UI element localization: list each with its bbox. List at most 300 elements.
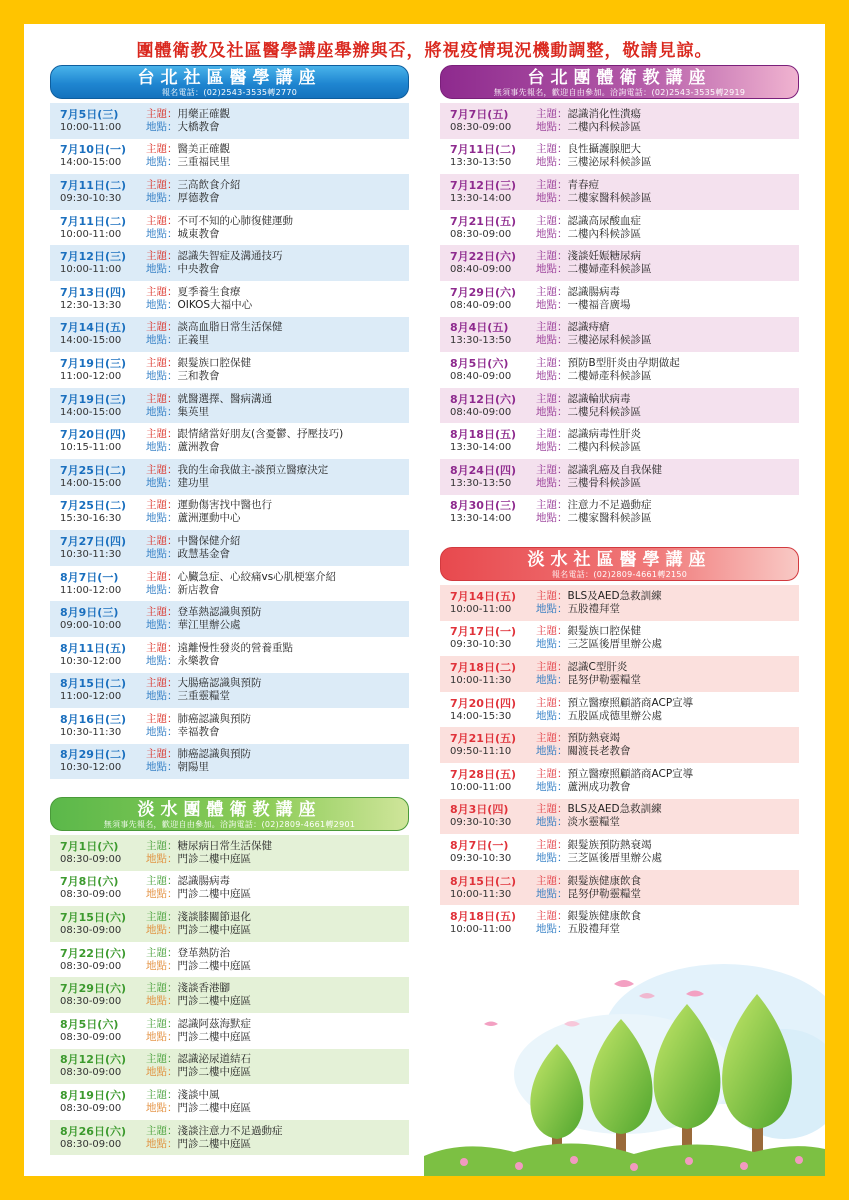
lecture-place: 門診二樓中庭區: [177, 1137, 251, 1150]
lecture-date: 7月21日(五): [450, 732, 517, 746]
lecture-place-line: [146, 924, 409, 937]
lecture-time: 08:40-09:00: [450, 370, 512, 382]
place-label: 地點：: [146, 298, 178, 311]
lecture-place: 關渡長老教會: [567, 745, 631, 758]
lecture-topic-line: [146, 108, 409, 121]
lecture-place: 門診二樓中庭區: [177, 1030, 251, 1043]
lecture-place: 二樓兒科候診區: [567, 405, 641, 418]
topic-label: 主題：: [146, 250, 178, 263]
petal-shape: [484, 1022, 498, 1027]
lecture-time: 08:30-09:00: [60, 924, 122, 936]
place-label: 地點：: [146, 547, 178, 560]
lecture-datetime: [440, 499, 536, 525]
lecture-datetime: [50, 677, 146, 703]
lecture-time: 08:40-09:00: [450, 264, 512, 276]
lecture-topic: 用藥正確觀: [177, 107, 230, 120]
lecture-place-line: [146, 512, 409, 525]
lecture-date: 8月26日(六): [60, 1124, 127, 1138]
lecture-topic: 銀髮族口腔保健: [567, 625, 641, 638]
lecture-place: 五股區成德里辦公處: [567, 709, 662, 722]
place-label: 地點：: [536, 923, 568, 936]
lecture-topic-line: [146, 713, 409, 726]
lecture-topic-line: [146, 606, 409, 619]
lecture-info: [146, 840, 409, 866]
lecture-topic-line: [536, 875, 799, 888]
lecture-date: 7月19日(三): [60, 392, 127, 406]
lecture-topic-line: [146, 464, 409, 477]
lecture-row: [440, 423, 799, 459]
topic-label: 主題：: [536, 107, 568, 120]
lecture-place: 政慧基金會: [177, 547, 230, 560]
lecture-place: 門診二樓中庭區: [177, 959, 251, 972]
lecture-topic-line: [146, 1125, 409, 1138]
lecture-date: 8月30日(三): [450, 499, 517, 513]
lecture-topic-line: [146, 286, 409, 299]
lecture-place-line: [536, 477, 799, 490]
lecture-time: 13:30-13:50: [450, 335, 512, 347]
lecture-place: 三重靈糧堂: [177, 690, 230, 703]
lecture-datetime: [50, 250, 146, 276]
topic-label: 主題：: [146, 839, 178, 852]
lecture-place-line: [146, 888, 409, 901]
lecture-topic-line: [146, 215, 409, 228]
place-label: 地點：: [146, 156, 178, 169]
lecture-place: 朝陽里: [177, 761, 209, 774]
lecture-row: [440, 317, 799, 353]
lecture-topic: 認識泌尿道結石: [177, 1053, 251, 1066]
lecture-row: [440, 495, 799, 531]
lecture-time: 09:30-10:30: [450, 639, 512, 651]
lecture-row: [50, 103, 409, 139]
lecture-row: [50, 423, 409, 459]
place-label: 地點：: [536, 780, 568, 793]
lecture-place: 門診二樓中庭區: [177, 852, 251, 865]
topic-label: 主題：: [146, 1053, 178, 1066]
lecture-topic: 認識失智症及溝通技巧: [177, 250, 283, 263]
lecture-row: [440, 621, 799, 657]
topic-label: 主題：: [146, 946, 178, 959]
lecture-time: 08:30-09:00: [60, 1031, 122, 1043]
lecture-time: 09:00-10:00: [60, 620, 122, 632]
lecture-topic-line: [146, 947, 409, 960]
lecture-time: 10:00-11:00: [60, 121, 122, 133]
lecture-place-line: [146, 263, 409, 276]
topic-label: 主題：: [146, 499, 178, 512]
lecture-place-line: [536, 121, 799, 134]
lecture-topic-line: [146, 911, 409, 924]
lecture-topic-line: [146, 357, 409, 370]
lecture-date: 7月14日(五): [60, 321, 127, 335]
place-label: 地點：: [536, 512, 568, 525]
section-banner: [50, 65, 409, 99]
lecture-row: [50, 906, 409, 942]
lecture-place-line: [536, 370, 799, 383]
lecture-info: [146, 947, 409, 973]
lecture-row: [440, 459, 799, 495]
lecture-topic-line: [146, 428, 409, 441]
section-title: 淡水團體衛教講座: [137, 800, 322, 820]
lecture-row: [50, 871, 409, 907]
lecture-date: 7月18日(二): [450, 660, 517, 674]
lecture-row: [440, 174, 799, 210]
lecture-datetime: [440, 625, 536, 651]
lecture-place-line: [146, 441, 409, 454]
lecture-place-line: [146, 192, 409, 205]
lecture-datetime: [50, 1053, 146, 1079]
lecture-time: 10:00-11:30: [450, 674, 512, 686]
lecture-date: 7月19日(三): [60, 356, 127, 370]
lecture-time: 08:30-09:00: [60, 853, 122, 865]
lecture-datetime: [50, 499, 146, 525]
lecture-info: [536, 428, 799, 454]
lecture-info: [536, 499, 799, 525]
lecture-place: 昆努伊勒靈糧堂: [567, 673, 641, 686]
lecture-datetime: [440, 215, 536, 241]
lecture-place-line: [536, 888, 799, 901]
topic-label: 主題：: [146, 1017, 178, 1030]
topic-label: 主題：: [536, 589, 568, 602]
lecture-row: [440, 834, 799, 870]
lecture-place-line: [146, 156, 409, 169]
lecture-place-line: [146, 1102, 409, 1115]
topic-label: 主題：: [146, 875, 178, 888]
lecture-date: 8月3日(四): [450, 803, 509, 817]
lecture-topic: 認識病毒性肝炎: [567, 428, 641, 441]
lecture-topic-line: [536, 803, 799, 816]
lecture-time: 08:40-09:00: [450, 406, 512, 418]
lecture-place: 門診二樓中庭區: [177, 1101, 251, 1114]
place-label: 地點：: [536, 441, 568, 454]
lecture-info: [536, 661, 799, 687]
lecture-info: [146, 535, 409, 561]
lecture-topic-line: [536, 661, 799, 674]
lecture-topic-line: [536, 590, 799, 603]
topic-label: 主題：: [146, 1088, 178, 1101]
lecture-date: 7月8日(六): [60, 875, 119, 889]
lecture-place-line: [146, 853, 409, 866]
lecture-datetime: [50, 840, 146, 866]
lecture-place-line: [536, 334, 799, 347]
topic-label: 主題：: [146, 392, 178, 405]
lecture-topic-line: [146, 748, 409, 761]
lecture-place-line: [146, 299, 409, 312]
place-label: 地點：: [146, 334, 178, 347]
lecture-datetime: [50, 357, 146, 383]
topic-label: 主題：: [536, 321, 568, 334]
lecture-time: 14:00-15:00: [60, 157, 122, 169]
topic-label: 主題：: [536, 428, 568, 441]
lecture-date: 7月28日(五): [450, 767, 517, 781]
lecture-datetime: [440, 732, 536, 758]
lecture-datetime: [440, 393, 536, 419]
place-label: 地點：: [536, 816, 568, 829]
lecture-date: 8月12日(六): [450, 392, 517, 406]
topic-label: 主題：: [536, 874, 568, 887]
lecture-place: 城東教會: [177, 227, 220, 240]
lecture-date: 8月15日(二): [450, 874, 517, 888]
topic-label: 主題：: [146, 1124, 178, 1137]
lecture-place: 正義里: [177, 334, 209, 347]
topic-label: 主題：: [536, 285, 568, 298]
lecture-topic: 登革熱防治: [177, 946, 230, 959]
lecture-date: 8月7日(一): [450, 838, 509, 852]
lecture-place: 門診二樓中庭區: [177, 923, 251, 936]
lecture-info: [146, 393, 409, 419]
lecture-topic-line: [536, 143, 799, 156]
lecture-date: 8月15日(二): [60, 677, 127, 691]
topic-label: 主題：: [146, 321, 178, 334]
topic-label: 主題：: [146, 214, 178, 227]
lecture-topic: 認識阿茲海默症: [177, 1017, 251, 1030]
lecture-datetime: [50, 1089, 146, 1115]
topic-label: 主題：: [146, 143, 178, 156]
lecture-place-line: [146, 619, 409, 632]
lecture-datetime: [440, 464, 536, 490]
lecture-info: [536, 839, 799, 865]
lecture-time: 10:15-11:00: [60, 442, 122, 454]
lecture-info: [146, 250, 409, 276]
lecture-place-line: [536, 745, 799, 758]
section-title: 台北團體衛教講座: [527, 68, 712, 88]
lecture-topic: 登革熱認識與預防: [177, 606, 262, 619]
place-label: 地點：: [536, 602, 568, 615]
lecture-topic: 不可不知的心肺復健運動: [177, 214, 293, 227]
place-label: 地點：: [146, 441, 178, 454]
lecture-row: [440, 103, 799, 139]
lecture-topic-line: [536, 625, 799, 638]
lecture-place: 一樓福音廣場: [567, 298, 631, 311]
section-subtitle: 無須事先報名，歡迎自由參加。洽詢電話：(02)2809-4661轉2901: [103, 820, 356, 829]
lecture-date: 8月24日(四): [450, 463, 517, 477]
lecture-datetime: [440, 321, 536, 347]
lecture-time: 08:40-09:00: [450, 299, 512, 311]
lecture-place: 永樂教會: [177, 654, 220, 667]
lecture-place: 中央教會: [177, 263, 220, 276]
lecture-topic-line: [536, 428, 799, 441]
lecture-row: [50, 210, 409, 246]
lecture-topic: 銀髮族健康飲食: [567, 874, 641, 887]
place-label: 地點：: [146, 761, 178, 774]
lecture-datetime: [440, 286, 536, 312]
lecture-row: [440, 281, 799, 317]
lecture-datetime: [50, 108, 146, 134]
place-label: 地點：: [536, 298, 568, 311]
lecture-datetime: [50, 535, 146, 561]
place-label: 地點：: [536, 638, 568, 651]
lecture-topic-line: [536, 108, 799, 121]
lecture-date: 8月4日(五): [450, 321, 509, 335]
place-label: 地點：: [536, 369, 568, 382]
topic-label: 主題：: [146, 356, 178, 369]
lecture-info: [146, 143, 409, 169]
lecture-date: 7月7日(五): [450, 107, 509, 121]
lecture-place-line: [536, 228, 799, 241]
lecture-date: 8月29日(二): [60, 748, 127, 762]
lecture-row: [50, 352, 409, 388]
topic-label: 主題：: [536, 625, 568, 638]
lecture-time: 15:30-16:30: [60, 513, 122, 525]
lecture-row: [50, 245, 409, 281]
lecture-info: [146, 215, 409, 241]
lecture-place: 大橋教會: [177, 120, 220, 133]
lecture-info: [536, 625, 799, 651]
lecture-place-line: [536, 638, 799, 651]
lecture-datetime: [50, 286, 146, 312]
topic-label: 主題：: [146, 712, 178, 725]
lecture-datetime: [440, 108, 536, 134]
lecture-place: 二樓家醫科候診區: [567, 512, 652, 525]
lecture-topic: 認識腸病毒: [567, 285, 620, 298]
lecture-list: [440, 103, 799, 530]
lecture-time: 14:00-15:00: [60, 335, 122, 347]
lecture-topic: 中醫保健介紹: [177, 534, 241, 547]
lecture-time: 08:30-09:00: [60, 1067, 122, 1079]
lecture-place-line: [536, 406, 799, 419]
lecture-time: 10:30-12:00: [60, 655, 122, 667]
lecture-row: [50, 1013, 409, 1049]
place-label: 地點：: [536, 334, 568, 347]
lecture-datetime: [440, 839, 536, 865]
topic-label: 主題：: [536, 838, 568, 851]
lecture-time: 14:00-15:30: [450, 710, 512, 722]
place-label: 地點：: [536, 851, 568, 864]
lecture-place: 三樓泌尿科候診區: [567, 156, 652, 169]
lecture-topic: 認識乳癌及自我保健: [567, 463, 662, 476]
section-banner: [440, 547, 799, 581]
petal-shape: [614, 980, 634, 987]
lecture-row: [50, 530, 409, 566]
lecture-topic: 三高飲食介紹: [177, 178, 241, 191]
lecture-date: 7月5日(三): [60, 107, 119, 121]
lecture-topic-line: [146, 982, 409, 995]
lecture-place: 蘆洲教會: [177, 441, 220, 454]
lecture-place: 二樓家醫科候診區: [567, 191, 652, 204]
lecture-row: [50, 835, 409, 871]
lecture-place-line: [146, 655, 409, 668]
lecture-datetime: [50, 713, 146, 739]
lecture-place: 淡水靈糧堂: [567, 816, 620, 829]
lecture-topic-line: [146, 840, 409, 853]
lecture-topic: 銀髮族口腔保健: [177, 356, 251, 369]
lecture-topic-line: [146, 1089, 409, 1102]
lecture-place: 建功里: [177, 476, 209, 489]
place-label: 地點：: [536, 887, 568, 900]
lecture-time: 10:00-11:00: [60, 228, 122, 240]
lecture-row: [440, 656, 799, 692]
lecture-row: [440, 352, 799, 388]
lecture-place-line: [146, 690, 409, 703]
topic-label: 主題：: [146, 570, 178, 583]
place-label: 地點：: [146, 1101, 178, 1114]
lecture-info: [536, 357, 799, 383]
lecture-topic: 大腸癌認識與預防: [177, 677, 262, 690]
lecture-date: 7月11日(二): [60, 178, 127, 192]
topic-label: 主題：: [146, 107, 178, 120]
lecture-topic: 注意力不足過動症: [567, 499, 652, 512]
lecture-topic-line: [536, 393, 799, 406]
lecture-place: 三芝區後厝里辦公處: [567, 851, 662, 864]
lecture-topic-line: [536, 464, 799, 477]
lecture-date: 7月20日(四): [450, 696, 517, 710]
lecture-date: 7月27日(四): [60, 534, 127, 548]
lecture-time: 13:30-14:00: [450, 442, 512, 454]
lecture-info: [536, 732, 799, 758]
topic-label: 主題：: [146, 641, 178, 654]
lecture-topic-line: [536, 357, 799, 370]
lecture-date: 8月5日(六): [450, 356, 509, 370]
place-label: 地點：: [536, 476, 568, 489]
lecture-topic-line: [536, 286, 799, 299]
lecture-info: [536, 768, 799, 794]
lecture-date: 7月12日(三): [60, 250, 127, 264]
place-label: 地點：: [146, 227, 178, 240]
lecture-datetime: [50, 642, 146, 668]
lecture-topic: 心臟急症、心絞痛vs心肌梗塞介紹: [177, 570, 337, 583]
lecture-info: [536, 286, 799, 312]
lecture-row: [50, 459, 409, 495]
lecture-topic: 淺談中風: [177, 1088, 220, 1101]
place-label: 地點：: [146, 120, 178, 133]
lecture-time: 13:30-14:00: [450, 192, 512, 204]
lecture-topic-line: [146, 1018, 409, 1031]
lecture-info: [146, 748, 409, 774]
lecture-topic: 認識高尿酸血症: [567, 214, 641, 227]
lecture-time: 13:30-14:00: [450, 513, 512, 525]
lecture-topic: 預防熱衰竭: [567, 732, 620, 745]
lecture-topic-line: [146, 875, 409, 888]
section-taipei-community: [50, 65, 409, 779]
lecture-row: [50, 174, 409, 210]
lecture-place-line: [146, 370, 409, 383]
lecture-info: [146, 1125, 409, 1151]
lecture-topic: 認識C型肝炎: [567, 660, 628, 673]
topic-label: 主題：: [536, 803, 568, 816]
lecture-date: 7月13日(四): [60, 285, 127, 299]
lecture-datetime: [440, 179, 536, 205]
lecture-date: 7月22日(六): [60, 946, 127, 960]
place-label: 地點：: [536, 745, 568, 758]
lecture-topic: 肺癌認識與預防: [177, 712, 251, 725]
topic-label: 主題：: [536, 499, 568, 512]
lecture-datetime: [50, 748, 146, 774]
lecture-place: 二樓婦產科候診區: [567, 263, 652, 276]
topic-label: 主題：: [536, 214, 568, 227]
place-label: 地點：: [146, 512, 178, 525]
lecture-place-line: [146, 334, 409, 347]
lecture-row: [50, 281, 409, 317]
topic-label: 主題：: [146, 606, 178, 619]
lecture-datetime: [50, 571, 146, 597]
lecture-topic-line: [146, 321, 409, 334]
lecture-info: [536, 803, 799, 829]
lecture-place: 門診二樓中庭區: [177, 888, 251, 901]
lecture-topic: 淺談膝關節退化: [177, 910, 251, 923]
trees-illustration: [424, 924, 825, 1176]
lecture-row: [440, 585, 799, 621]
lecture-row: [50, 601, 409, 637]
lecture-time: 13:30-13:50: [450, 157, 512, 169]
lecture-row: [50, 139, 409, 175]
lecture-place-line: [536, 852, 799, 865]
topic-label: 主題：: [536, 910, 568, 923]
lecture-topic-line: [146, 179, 409, 192]
lecture-time: 09:30-10:30: [450, 852, 512, 864]
lecture-topic-line: [536, 499, 799, 512]
lecture-topic-line: [146, 393, 409, 406]
lecture-topic-line: [536, 839, 799, 852]
lecture-info: [146, 571, 409, 597]
lecture-date: 7月14日(五): [450, 589, 517, 603]
